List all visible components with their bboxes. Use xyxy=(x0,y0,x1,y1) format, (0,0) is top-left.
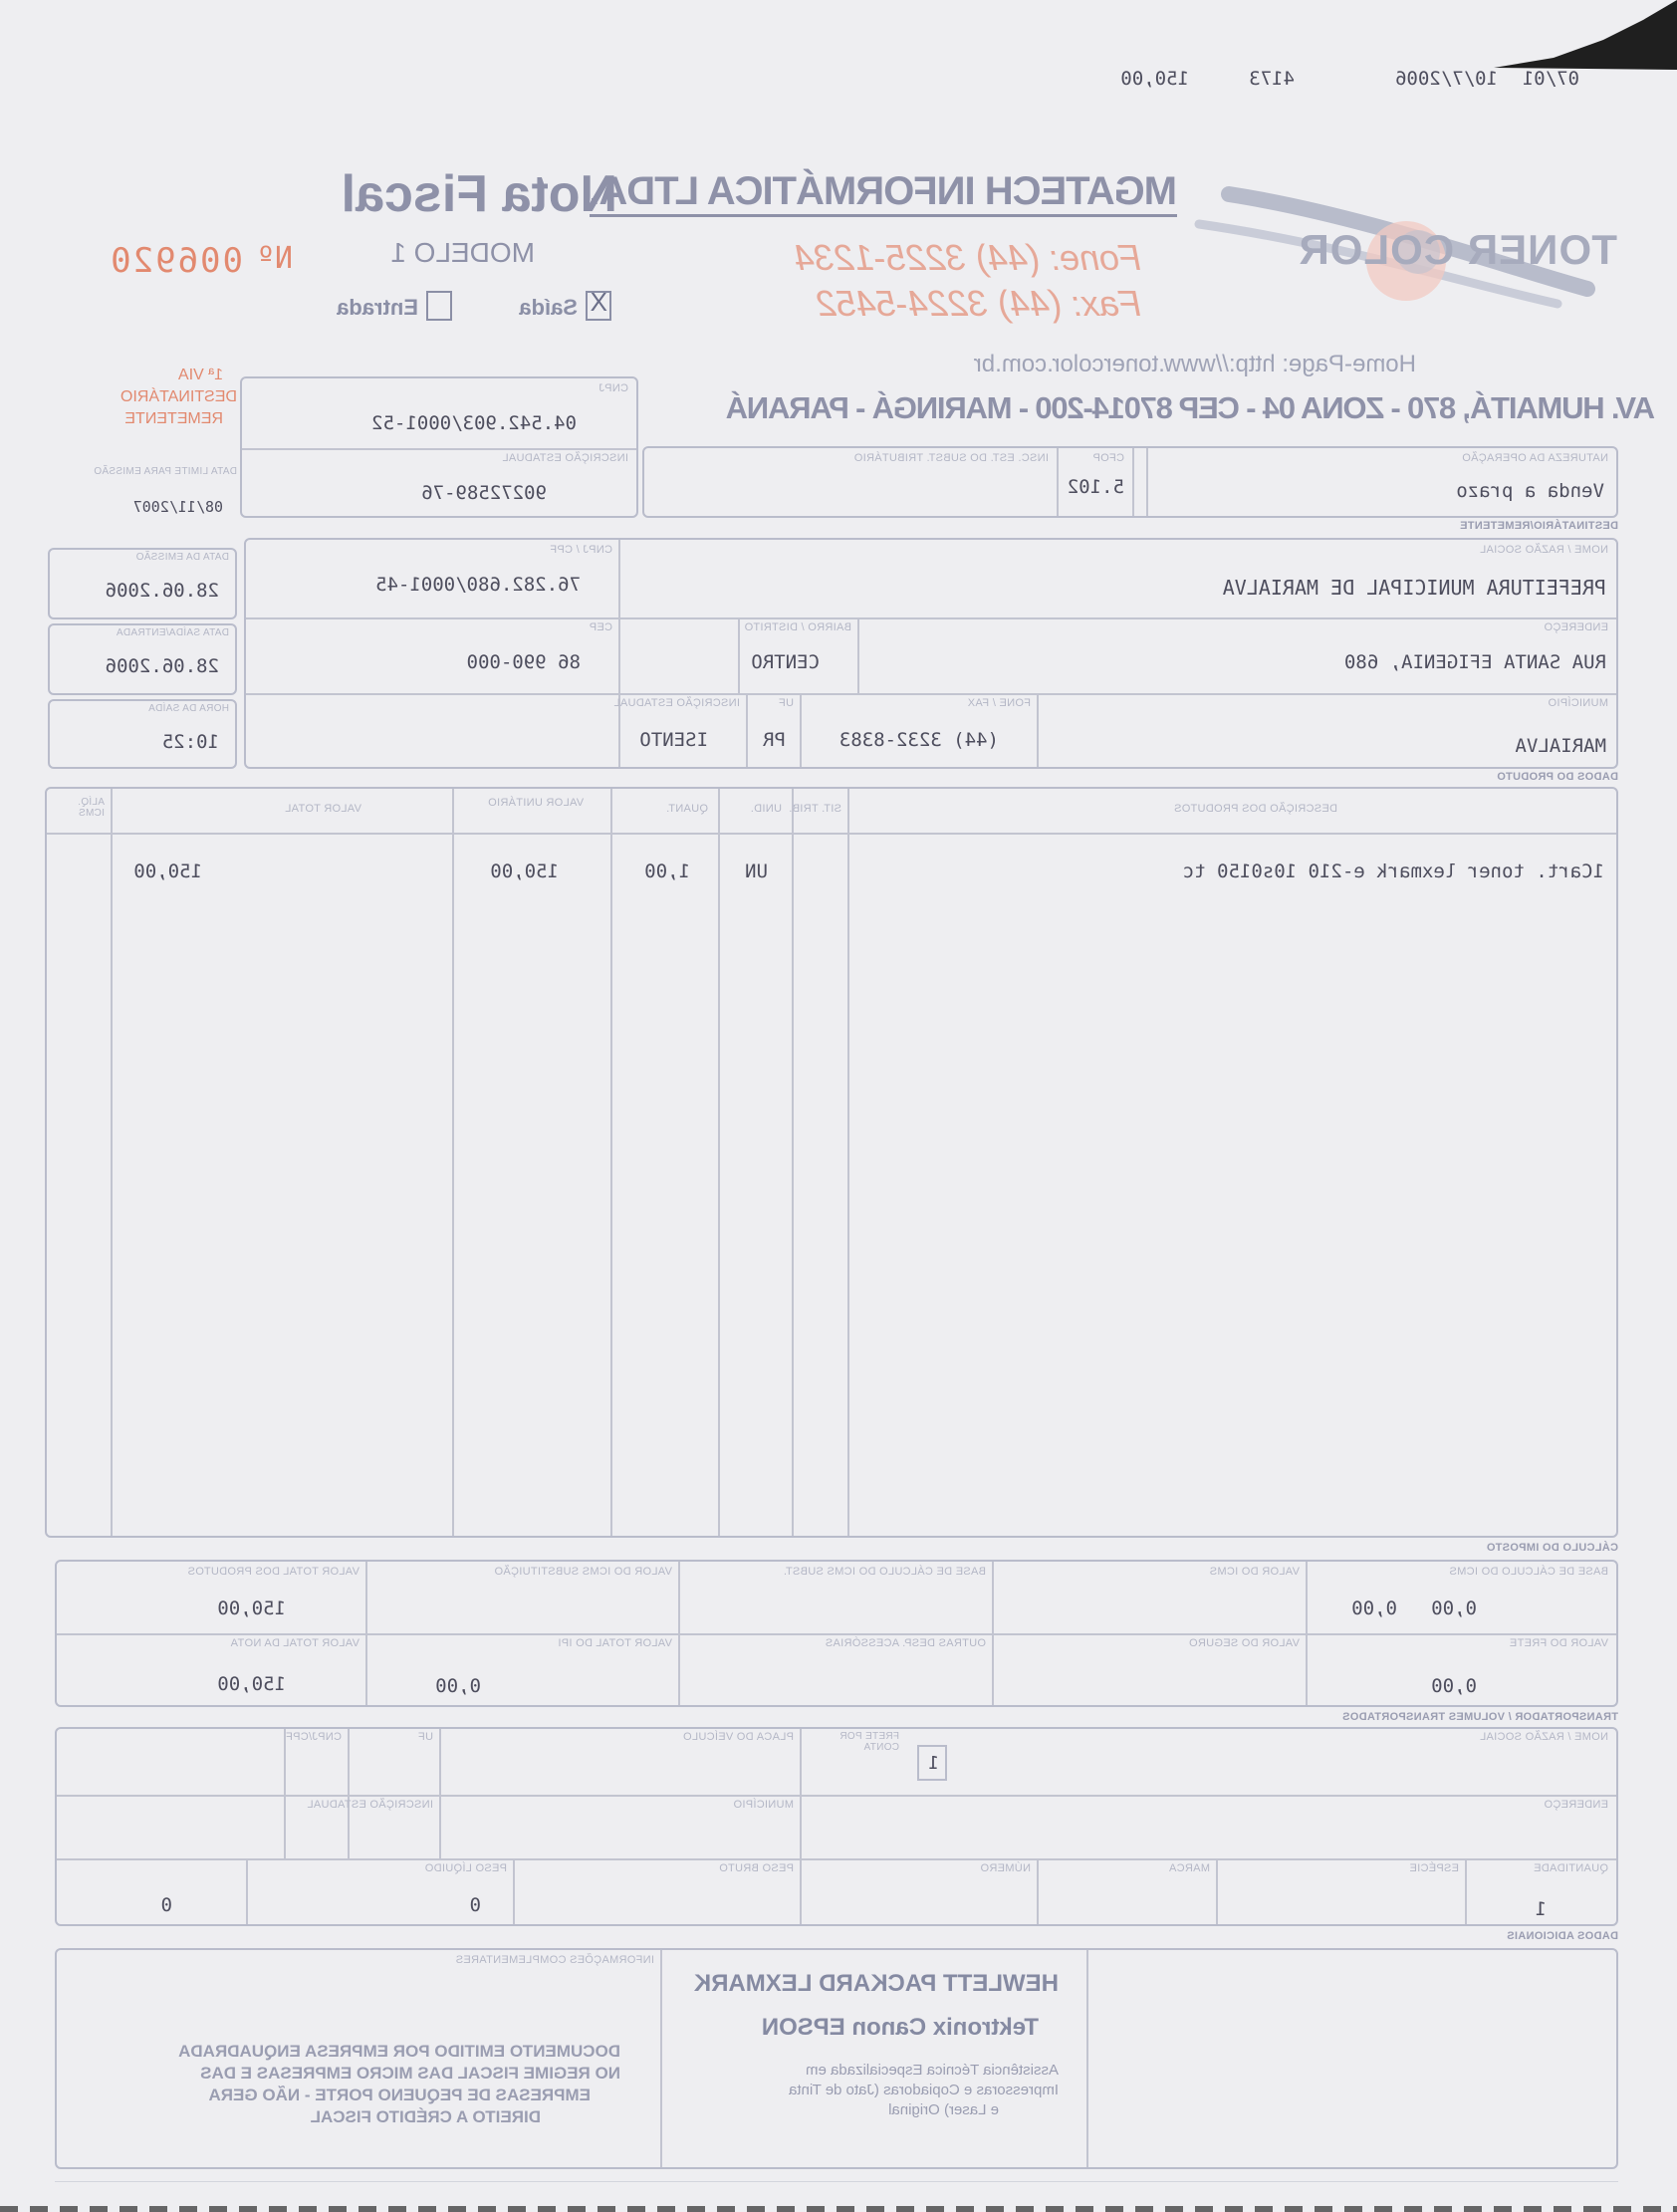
validity-label: DATA LIMITE PARA EMISSÃO xyxy=(94,466,237,477)
note-code: 07/01 xyxy=(1522,68,1579,90)
exit-date-box xyxy=(48,623,237,695)
doc-number-symbol: Nº xyxy=(256,241,293,276)
insurance-label: VALOR DO SEGURO xyxy=(1188,1637,1300,1649)
exit-time: 10:25 xyxy=(161,731,219,753)
exit-time-box xyxy=(48,699,237,769)
ipi-label: VALOR TOTAL DO IPI xyxy=(558,1637,672,1649)
recipient-uf: PR xyxy=(763,729,786,751)
recipient-cnpj: 76.282.680/0001-45 xyxy=(375,574,581,596)
company-phone: Fone: (44) 3225-1234 xyxy=(794,237,1141,278)
note-total-value: 150,00 xyxy=(217,1673,286,1695)
base-icms-label: BASE DE CÁLCULO DO ICMS xyxy=(1449,1566,1608,1578)
gross-weight-value: 0 xyxy=(469,1894,481,1916)
via-destinatario: DESTINATÁRIO xyxy=(120,388,237,405)
emission-date-box xyxy=(48,548,237,619)
carrier-ie-label: INSCRIÇÃO ESTADUAL xyxy=(307,1799,433,1811)
service-line-2: Impressoras e Copiadoras (Jato de Tinta xyxy=(789,2082,1059,2098)
transport-section-label: TRANSPORTADOR / VOLUMES TRANSPORTADOS xyxy=(1341,1711,1618,1723)
freight-by-label: FRETE POR CONTA xyxy=(839,1731,899,1753)
other-expenses-label: OUTRAS DESP. ACESSÓRIAS xyxy=(825,1637,986,1649)
row-qty: 1,00 xyxy=(644,860,690,882)
emission-label: DATA DA EMISSÃO xyxy=(135,552,229,563)
note-total-label: VALOR TOTAL DA NOTA xyxy=(230,1637,359,1649)
row-unit: UN xyxy=(745,860,768,882)
col-unit-price-header: VALOR UNITÁRIO xyxy=(487,797,585,809)
note-amount: 150,00 xyxy=(1120,68,1189,90)
company-homepage: Home-Page: http://www.tonercolor.com.br xyxy=(973,351,1416,377)
quantity-value: 1 xyxy=(1535,1898,1547,1920)
validity-value: 08/11/2007 xyxy=(132,498,223,516)
row-unit-price: 150,00 xyxy=(490,860,559,882)
recipient-uf-label: UF xyxy=(778,697,794,709)
recipient-ie: ISENTO xyxy=(639,729,708,751)
nature-label: NATUREZA DA OPERAÇÃO xyxy=(1462,452,1608,464)
via-label: 1ª VIA xyxy=(177,367,223,383)
recipient-city-label: MUNICÍPIO xyxy=(1548,697,1608,709)
products-total-label: VALOR TOTAL DOS PRODUTOS xyxy=(187,1566,359,1578)
col-description-header: DESCRIÇÃO DOS PRODUTOS xyxy=(1173,803,1337,815)
products-section-label: DADOS DO PRODUTO xyxy=(1497,771,1618,783)
products-table[interactable] xyxy=(45,787,1618,1538)
declaration-line-1: DOCUMENTO EMITIDO POR EMPRESA ENQUADRADA xyxy=(178,2042,620,2061)
row-description: 1Cart. toner lexmark e-210 10s0150 tc xyxy=(1182,860,1604,882)
freight-value: 0,00 xyxy=(1431,1675,1477,1697)
plate-label: PLACA DO VEÍCULO xyxy=(682,1731,794,1743)
scan-bottom-edge xyxy=(0,2206,1677,2212)
recipient-district: CENTRO xyxy=(751,651,820,673)
recipient-phone: (44) 3232-8383 xyxy=(838,729,999,751)
brand-label: MARCA xyxy=(1168,1862,1210,1874)
icms-label: VALOR DO ICMS xyxy=(1209,1566,1300,1578)
declaration-line-3: EMPRESAS DE PEQUENO PORTE - NÃO GERA xyxy=(208,2086,591,2104)
declaration-line-4: DIREITO A CRÉDITO FISCAL xyxy=(310,2107,541,2126)
recipient-ie-label: INSCRIÇÃO ESTADUAL xyxy=(613,697,740,709)
doc-model: MODELO 1 xyxy=(390,237,535,268)
species-label: ESPÉCIE xyxy=(1409,1862,1459,1874)
products-total-value: 150,00 xyxy=(217,1598,286,1619)
time-label: HORA DA SAÍDA xyxy=(147,703,229,714)
service-line-1: Assistência Técnica Especializada em xyxy=(805,2062,1059,2079)
number-label: NÚMERO xyxy=(980,1862,1031,1874)
issuer-cnpj: 04.542.903/0001-52 xyxy=(371,412,577,434)
cfop-value: 5.102 xyxy=(1067,476,1124,498)
company-fax: Fax: (44) 3224-5452 xyxy=(816,283,1141,324)
ipi-value: 0,00 xyxy=(435,1675,481,1697)
recipient-box xyxy=(244,538,1618,769)
brands-line-2: Tektronix Canon EPSON xyxy=(761,2014,1039,2041)
service-line-3: e Laser) Original xyxy=(888,2101,999,2118)
recipient-address: RUA SANTA EFIGENIA, 680 xyxy=(1343,651,1606,673)
logo-text: TONER COLOR xyxy=(1298,226,1617,273)
col-total-header: VALOR TOTAL xyxy=(284,803,361,815)
recipient-name-label: NOME / RAZÃO SOCIAL xyxy=(1479,544,1608,556)
recipient-cnpj-label: CNPJ / CPF xyxy=(550,544,612,556)
nature-row xyxy=(642,446,1618,518)
icms-subst-label: VALOR DO ICMS SUBSTITUIÇÃO xyxy=(494,1566,672,1578)
recipient-phone-label: FONE / FAX xyxy=(967,697,1031,709)
base-subst-label: BASE DE CÁLCULO DO ICMS SUBST. xyxy=(783,1566,986,1578)
freight-by-box[interactable] xyxy=(917,1745,947,1781)
gross-weight-label: PESO BRUTO xyxy=(719,1862,794,1874)
net-weight-label: PESO LÍQUIDO xyxy=(424,1862,507,1874)
tax-box xyxy=(55,1560,1618,1707)
net-weight-value: 0 xyxy=(160,1894,172,1916)
saida-label: Saída xyxy=(519,295,578,320)
nature-value: Venda a prazo xyxy=(1456,480,1604,502)
recipient-cep-label: CEP xyxy=(589,621,612,633)
recipient-city: MARIALVA xyxy=(1515,735,1606,757)
col-unit-header: UNID. xyxy=(750,803,782,815)
note-doc: 4173 xyxy=(1249,68,1295,90)
table-row[interactable] xyxy=(47,860,1616,896)
entrada-label: Entrada xyxy=(337,295,418,320)
additional-box xyxy=(55,1948,1618,2169)
toner-color-logo xyxy=(1159,174,1617,324)
tax-section-label: CÁLCULO DO IMPOSTO xyxy=(1486,1542,1618,1554)
doc-title: Nota Fiscal xyxy=(341,165,617,223)
doc-number: 006920 xyxy=(109,241,243,281)
recipient-cep: 86 990-000 xyxy=(466,651,581,673)
via-remetente: REMETENTE xyxy=(124,410,223,427)
col-aliq-header: ALÍQ. ICMS xyxy=(77,797,105,819)
carrier-name-label: NOME / RAZÃO SOCIAL xyxy=(1479,1731,1608,1743)
subst-label: INSC. EST. DO SUBST. TRIBUTÁRIO xyxy=(853,452,1049,464)
col-sit-trib-header: SIT. TRIB. xyxy=(789,803,841,815)
carrier-city-label: MUNICÍPIO xyxy=(733,1799,794,1811)
carrier-cnpj-label: CNPJ/CPF xyxy=(285,1731,342,1743)
quantity-label: QUANTIDADE xyxy=(1533,1862,1608,1874)
company-address: AV. HUMAITÁ, 870 - ZONA 04 - CEP 87014-200 - MARINGÁ - PARANÁ xyxy=(726,390,1655,425)
recipient-address-label: ENDEREÇO xyxy=(1544,621,1608,633)
issuer-tax-box xyxy=(240,376,638,518)
emission-date: 28.06.2006 xyxy=(105,580,219,602)
recipient-name: PREFEITURA MUNICIPAL DE MARIALVA xyxy=(1222,576,1606,600)
saida-mark: X xyxy=(590,287,607,317)
base-icms-value: 0,00 xyxy=(1431,1598,1477,1619)
exit-date: 28.06.2006 xyxy=(105,655,219,677)
issuer-cnpj-label: CNPJ xyxy=(599,382,628,394)
exit-label: DATA SAÍDA/ENTRADA xyxy=(116,627,229,638)
icms-value: 0,00 xyxy=(1351,1598,1397,1619)
recipient-section-label: DESTINATÁRIO/REMETENTE xyxy=(1459,520,1618,532)
carrier-address-label: ENDEREÇO xyxy=(1544,1799,1608,1811)
recipient-district-label: BAIRRO / DISTRITO xyxy=(744,621,851,633)
torn-corner xyxy=(1494,0,1677,70)
note-date: 10/7/2006 xyxy=(1395,68,1498,90)
carrier-uf-label: UF xyxy=(417,1731,433,1743)
cfop-label: CFOP xyxy=(1092,452,1124,464)
freight-label: VALOR DO FRETE xyxy=(1509,1637,1608,1649)
col-qty-header: QUANT. xyxy=(665,803,708,815)
additional-section-label: DADOS ADICIONAIS xyxy=(1507,1930,1618,1942)
brands-line-1: HEWLETT PACKARD LEXMARK xyxy=(693,1970,1059,1997)
transport-box xyxy=(55,1727,1618,1926)
company-name: MGATECH INFORMÁTICA LTDA. xyxy=(590,169,1177,217)
issuer-ie-label: INSCRIÇÃO ESTADUAL xyxy=(502,452,628,464)
saida-checkbox[interactable] xyxy=(586,287,611,321)
declaration-line-2: NO REGIME FISCAL DAS MICRO EMPRESAS E DAS xyxy=(200,2064,620,2083)
entrada-checkbox[interactable] xyxy=(426,291,452,321)
freight-by-value: 1 xyxy=(928,1753,939,1774)
complementary-label: INFORMAÇÕES COMPLEMENTARES xyxy=(455,1954,654,1966)
issuer-ie: 90272589-76 xyxy=(421,482,547,504)
row-total: 150,00 xyxy=(133,860,202,882)
